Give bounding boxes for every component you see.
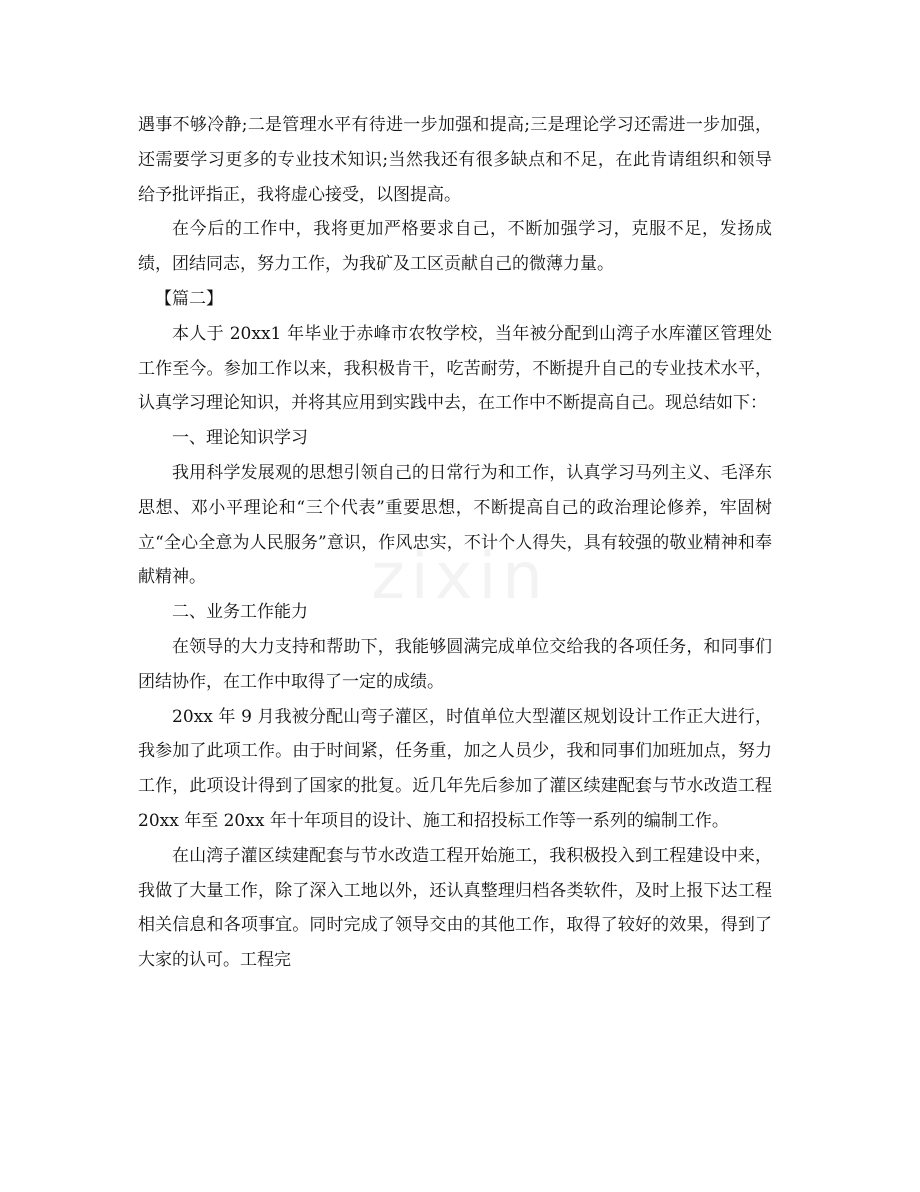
paragraph-construction: 在山湾子灌区续建配套与节水改造工程开始施工，我积极投入到工程建设中来，我做了大量工作，除了深入工地以外，还认真整理归档各类软件，及时上报下达工程相关信息和各项事宜。同时完成了领导交由的其他工作，取得了较好的效果，得到了大家的认可。工程完 bbox=[138, 845, 772, 971]
subheading-theory-study: 一、理论知识学习 bbox=[172, 428, 308, 449]
paragraph-intro: 本人于 20xx1 年毕业于赤峰市农牧学校，当年被分配到山湾子水库灌区管理处工作至今。参加工作以来，我积极肯干，吃苦耐劳，不断提升自己的专业技术水平，认真学习理论知识，并将其应用到实践中去，在工作中不断提高自己。现总结如下： bbox=[138, 323, 772, 414]
subheading-work-ability: 二、业务工作能力 bbox=[172, 602, 308, 623]
paragraph-irrigation-planning: 20xx 年 9 月我被分配山弯子灌区，时值单位大型灌区规划设计工作正大进行，我参加了此项工作。由于时间紧，任务重，加之人员少，我和同事们加班加点，努力工作，此项设计得到了国家的批复。近几年先后参加了灌区续建配套与节水改造工程 20xx 年至 20xx 年十年项目的设计、施工和招投标工作等一系列的编制工作。 bbox=[138, 706, 772, 831]
paragraph-theory-study: 我用科学发展观的思想引领自己的日常行为和工作，认真学习马列主义、毛泽东思想、邓小平理论和“三个代表”重要思想，不断提高自己的政治理论修养，牢固树立“全心全意为人民服务”意识，作风忠实，不计个人得失，具有较强的敬业精神和奉献精神。 bbox=[138, 462, 772, 588]
document-body bbox=[138, 108, 772, 978]
paragraph-work-ability: 在领导的大力支持和帮助下，我能够圆满完成单位交给我的各项任务，和同事们团结协作，在工作中取得了一定的成绩。 bbox=[138, 636, 772, 692]
watermark-text: zixin bbox=[371, 540, 549, 614]
paragraph-1: 遇事不够冷静;二是管理水平有待进一步加强和提高;三是理论学习还需进一步加强，还需要学习更多的专业技术知识;当然我还有很多缺点和不足，在此肯请组织和领导给予批评指正，我将虚心接受，以图提高。 bbox=[138, 115, 772, 205]
section-heading-part-two: 【篇二】 bbox=[155, 288, 223, 309]
paragraph-2: 在今后的工作中，我将更加严格要求自己，不断加强学习，克服不足，发扬成绩，团结同志，努力工作，为我矿及工区贡献自己的微薄力量。 bbox=[138, 219, 772, 275]
